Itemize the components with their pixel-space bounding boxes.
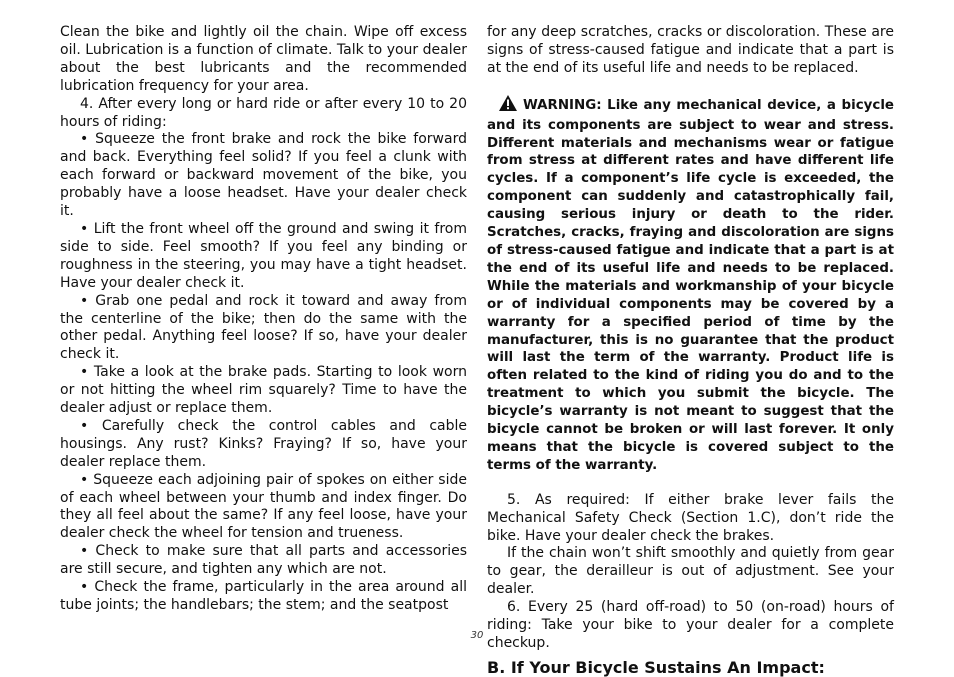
bullet-parts-accessories: • Check to make sure that all parts and accessories are still secure, and tighten any which are not. xyxy=(60,543,467,578)
warning-block xyxy=(487,95,894,475)
bullet-control-cables: • Carefully check the control cables and cable housings. Any rust? Kinks? Fraying? If so, have your dealer replace them. xyxy=(60,417,467,470)
paragraph-step-4: 4. After every long or hard ride or after every 10 to 20 hours of riding: xyxy=(60,95,467,130)
bullet-front-wheel: • Lift the front wheel off the ground and swing it from side to side. Feel smooth? If you feel any binding or roughness in the steering, you may have a tight headset. Have your dealer check it. xyxy=(60,220,467,291)
right-column xyxy=(487,24,894,677)
paragraph-derailleur: If the chain won’t shift smoothly and quietly from gear to gear, the derailleur is out of adjustment. See your dealer. xyxy=(487,545,894,598)
bullet-front-brake: • Squeeze the front brake and rock the bike forward and back. Everything feel solid? If you feel a clunk with each forward or backward movement of the bike, you probably have a loose headset. Have your dealer check it. xyxy=(60,131,467,220)
paragraph-step-6: 6. Every 25 (hard off-road) to 50 (on-road) hours of riding: Take your bike to your dealer for a complete checkup. xyxy=(487,599,894,651)
paragraph-step-5: 5. As required: If either brake lever fails the Mechanical Safety Check (Section 1.C), don’t ride the bike. Have your dealer check the brakes. xyxy=(487,491,894,544)
left-column xyxy=(60,24,467,615)
section-heading: B. If Your Bicycle Sustains An Impact: xyxy=(487,657,825,677)
paragraph-lubrication: Clean the bike and lightly oil the chain. Wipe off excess oil. Lubrication is a function of climate. Talk to your dealer about the best lubricants and the recommended lubrication frequency for your area. xyxy=(60,24,467,94)
paragraph-fatigue-signs: for any deep scratches, cracks or discoloration. These are signs of stress-caused fatigue and indicate that a part is at the end of its useful life and needs to be replaced. xyxy=(487,24,894,76)
bullet-brake-pads: • Take a look at the brake pads. Starting to look worn or not hitting the wheel rim squarely? Time to have the dealer adjust or replace them. xyxy=(60,364,467,417)
bullet-pedal: • Grab one pedal and rock it toward and away from the centerline of the bike; then do the same with the other pedal. Anything feel loose? If so, have your dealer check it. xyxy=(60,292,467,363)
warning-text: WARNING: Like any mechanical device, a bicycle and its components are subject to wear and stress. Different materials and mechanisms wear or fatigue from stress at different rates and have different life cycles. If a component’s life cycle is exceeded, the component can suddenly and catastrophically fail, causing serious injury or death to the rider. Scratches, cracks, fraying and discoloration are signs of stress-caused fatigue and indicate that a part is at the end of its useful life and needs to be replaced. While the materials and workmanship of your bicycle or of individual components may be covered by a warranty for a specified period of time by the manufacturer, this is no guarantee that the product will last the term of the warranty. Product life is often related to the kind of riding you do and to the treatment to which you submit the bicycle. The bicycle’s warranty is not meant to suggest that the bicycle cannot be broken or will last forever. It only means that the bicycle is covered subject to the terms of the warranty. xyxy=(487,97,894,473)
warning-triangle-icon xyxy=(499,95,517,117)
page-number: 30 xyxy=(470,630,484,641)
bullet-spokes: • Squeeze each adjoining pair of spokes on either side of each wheel between your thumb and index finger. Do they all feel about the same? If any feel loose, have your dealer check the wheel for tension and trueness. xyxy=(60,471,467,542)
bullet-frame: • Check the frame, particularly in the area around all tube joints; the handlebars; the stem; and the seatpost xyxy=(60,579,467,613)
